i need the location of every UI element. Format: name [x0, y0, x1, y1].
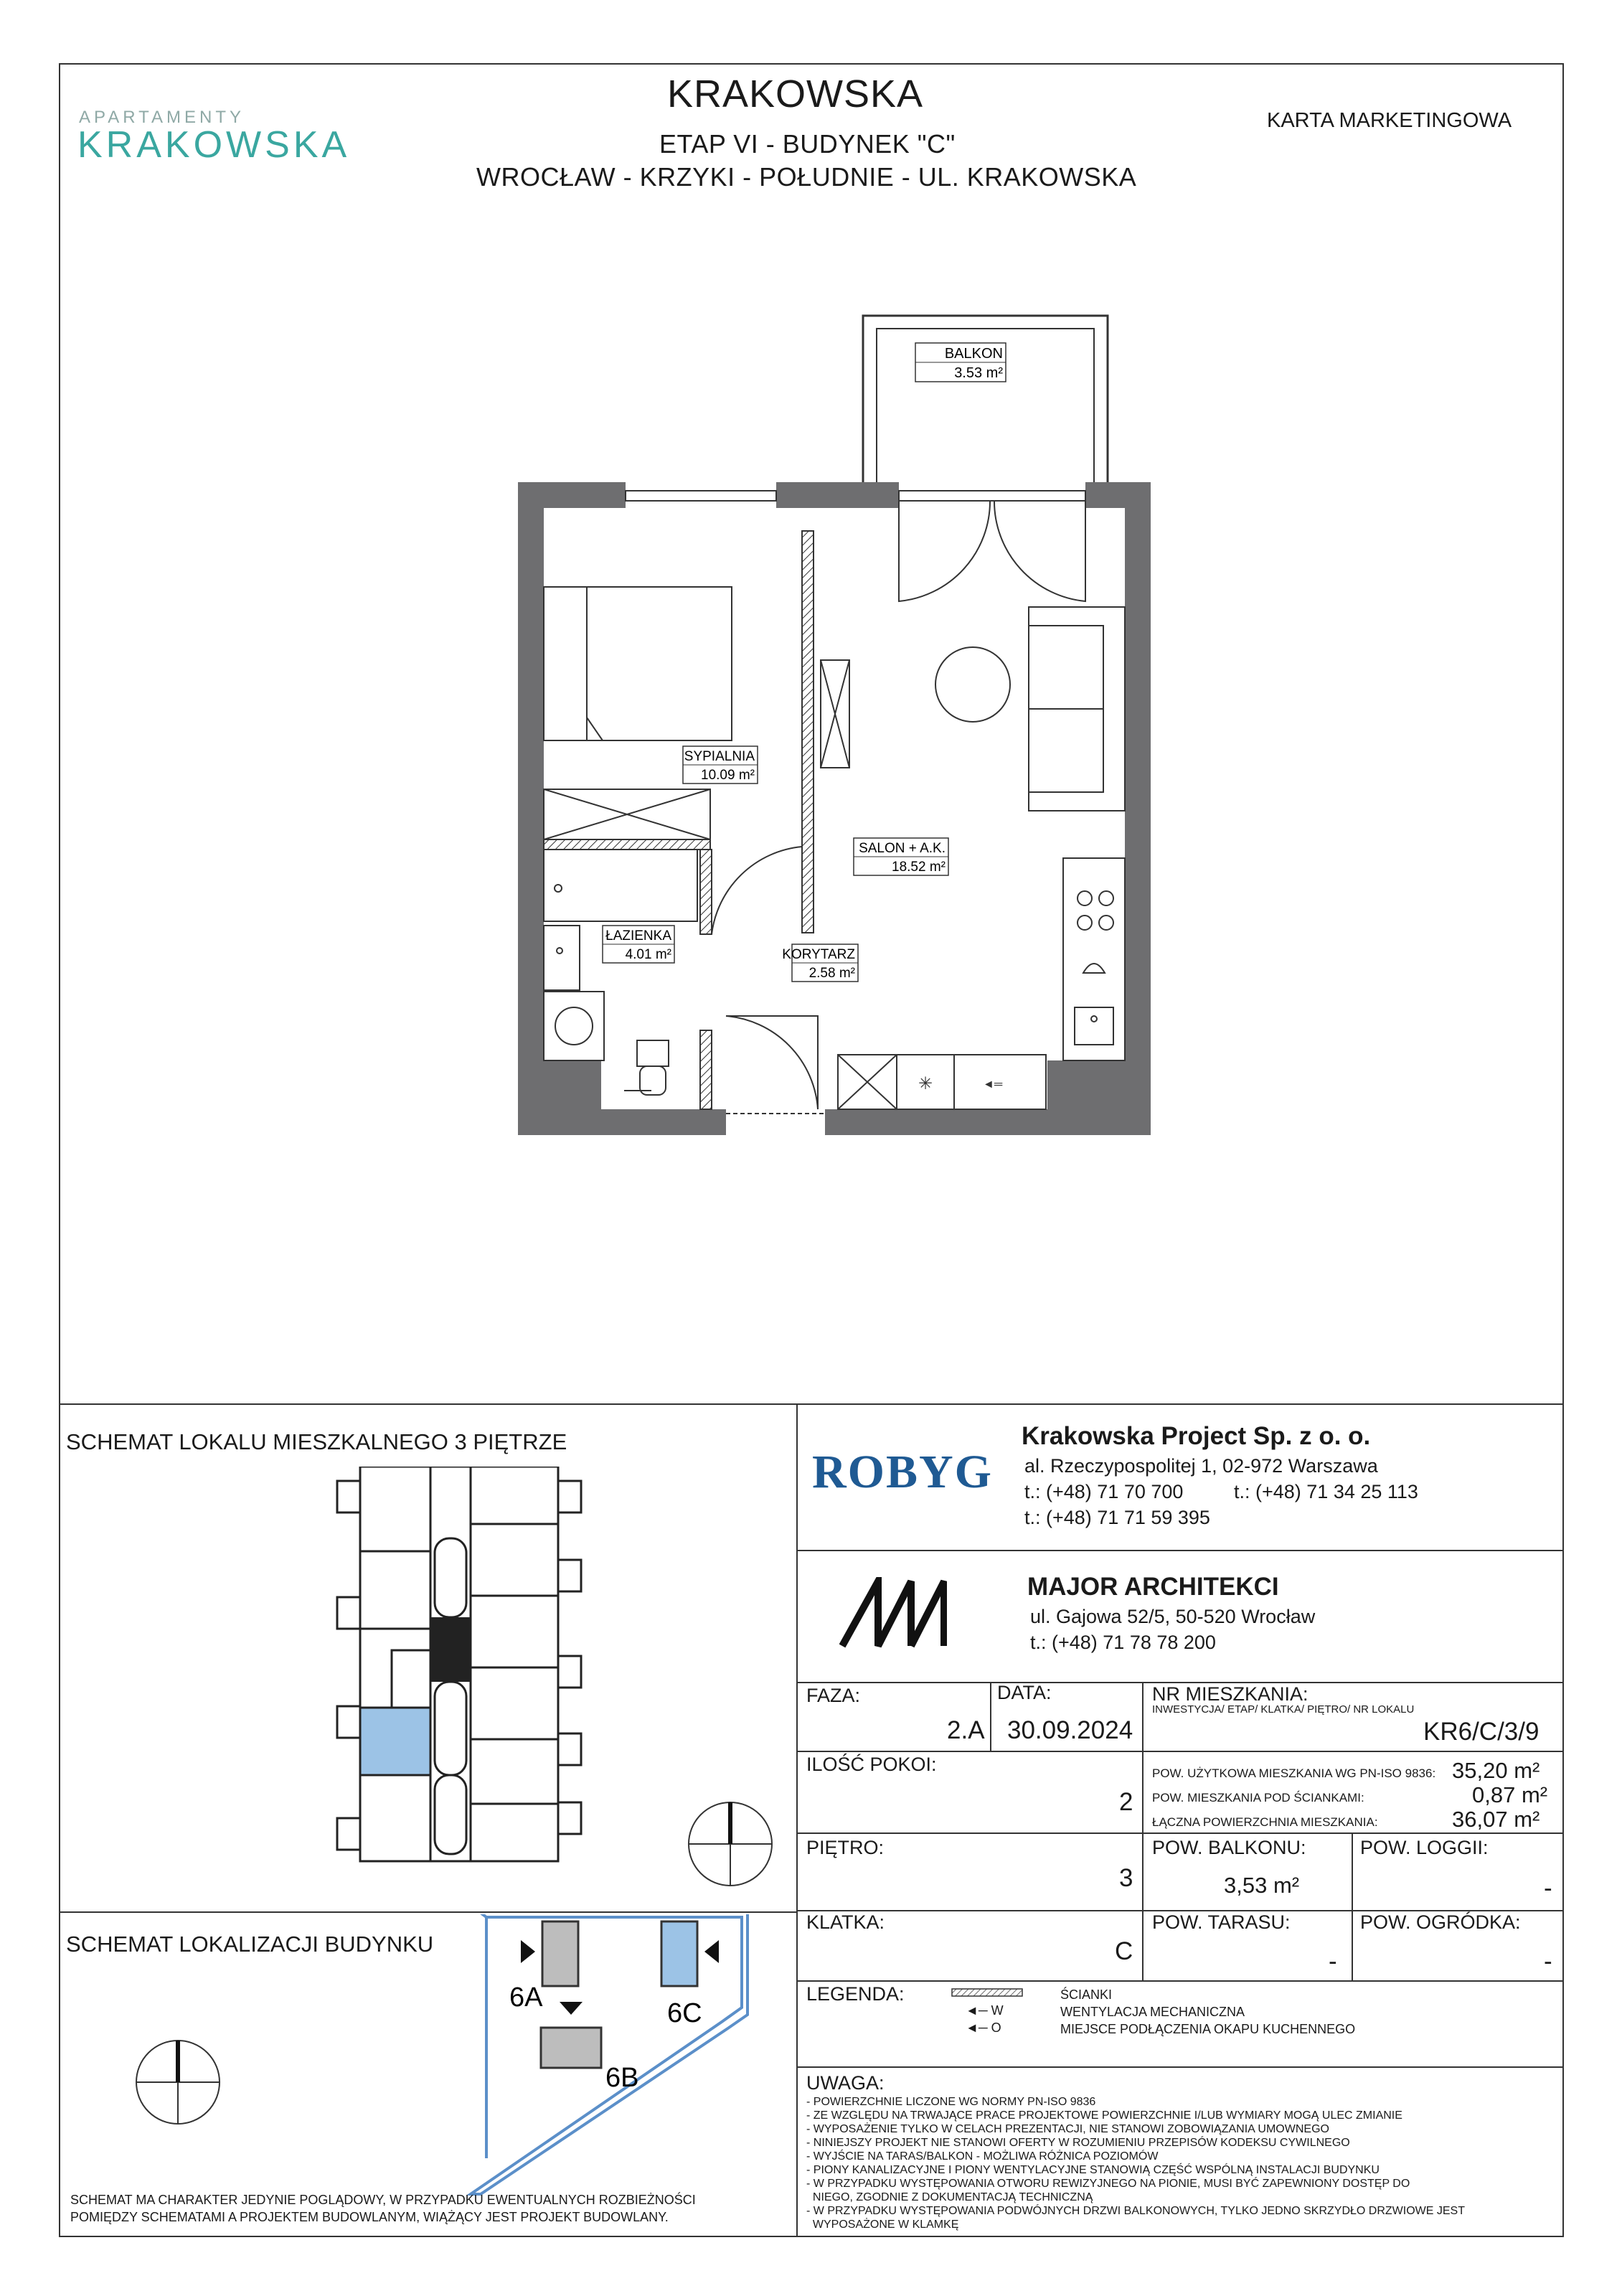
- pow-laczna-label: ŁĄCZNA POWIERZCHNIA MIESZKANIA:: [1152, 1815, 1378, 1829]
- svg-text:6B: 6B: [605, 2063, 639, 2093]
- developer-phone2: t.: (+48) 71 34 25 113: [1234, 1481, 1418, 1502]
- divider-vertical: [796, 1403, 798, 2237]
- nr-value: KR6/C/3/9: [1423, 1718, 1540, 1746]
- divider-main: [59, 1403, 1564, 1405]
- location-compass-icon: [133, 2038, 222, 2127]
- schematic-compass-icon: [686, 1799, 775, 1888]
- taras-value: -: [1329, 1947, 1337, 1975]
- divider-data: [1142, 1682, 1144, 1751]
- note-line: WYPOSAŻONE W KLAMKĘ: [806, 2219, 959, 2231]
- page-subtitle: ETAP VI - BUDYNEK "C": [659, 129, 956, 159]
- outer-walls: [518, 482, 1151, 1135]
- divider-faza: [990, 1682, 991, 1751]
- svg-text:◄═: ◄═: [983, 1078, 1003, 1091]
- legend-item-vent: WENTYLACJA MECHANICZNA: [1060, 2005, 1245, 2019]
- svg-text:4.01 m²: 4.01 m²: [625, 947, 671, 962]
- legend-vent-icon: [966, 2003, 1004, 2018]
- legend-hood-arrow-icon: ◄─: [966, 2020, 988, 2035]
- logo-small-text: APARTAMENTY: [79, 108, 245, 127]
- pow-uzytkowa-value: 35,20 m²: [1452, 1758, 1540, 1783]
- partitions: [544, 531, 814, 1109]
- svg-text:3.53 m²: 3.53 m²: [954, 365, 1003, 381]
- svg-text:18.52 m²: 18.52 m²: [892, 860, 946, 875]
- pietro-value: 3: [1119, 1864, 1133, 1892]
- pow-scianki-value: 0,87 m²: [1472, 1782, 1548, 1807]
- developer-address: al. Rzeczypospolitej 1, 02-972 Warszawa: [1024, 1455, 1378, 1477]
- data-label: DATA:: [997, 1682, 1052, 1703]
- pokoi-label: ILOŚĆ POKOI:: [806, 1754, 937, 1775]
- notes-label: UWAGA:: [806, 2072, 885, 2094]
- building-map: [459, 1914, 775, 2201]
- faza-label: FAZA:: [806, 1685, 861, 1706]
- ogrodek-value: -: [1544, 1947, 1552, 1975]
- svg-text:10.09 m²: 10.09 m²: [701, 768, 755, 783]
- floor-schematic-title: SCHEMAT LOKALU MIESZKALNEGO 3 PIĘTRZE: [66, 1429, 567, 1454]
- divider-row2: [796, 1832, 1564, 1834]
- room-label-lazienka: [603, 926, 674, 963]
- note-line: - W PRZYPADKU WYSTĘPOWANIA OTWORU REWIZYJNEGO NA PIONIE, MUSI BYĆ ZAPEWNIONY DOSTĘP DO: [806, 2178, 1410, 2190]
- svg-text:KORYTARZ: KORYTARZ: [782, 947, 855, 962]
- divider-loggia: [1352, 1832, 1353, 1980]
- note-line: - WYJŚCIE NA TARAS/BALKON - MOŻLIWA RÓŻNICA POZIOMÓW: [806, 2150, 1159, 2163]
- pokoi-value: 2: [1119, 1788, 1133, 1816]
- divider-pokoi: [1142, 1751, 1144, 1832]
- pietro-label: PIĘTRO:: [806, 1837, 885, 1858]
- pow-scianki-label: POW. MIESZKANIA POD ŚCIANKAMI:: [1152, 1791, 1364, 1805]
- disclaimer-line2: POMIĘDZY SCHEMATAMI A PROJEKTEM BUDOWLANYM, WIĄŻĄCY JEST PROJEKT BUDOWLANY.: [70, 2210, 669, 2224]
- faza-value: 2.A: [947, 1716, 985, 1744]
- legend-vent-arrow-icon: ◄─: [966, 2003, 988, 2018]
- bed: [544, 587, 732, 740]
- nr-sublabel: INWESTYCJA/ ETAP/ KLATKA/ PIĘTRO/ NR LOKALU: [1152, 1703, 1415, 1716]
- note-line: - PIONY KANALIZACYJNE I PIONY WENTYLACYJNE STANOWIĄ CZĘŚĆ WSPÓLNĄ INSTALACJI BUDYNKU: [806, 2164, 1380, 2176]
- developer-name: Krakowska Project Sp. z o. o.: [1022, 1422, 1371, 1450]
- svg-text:✳: ✳: [918, 1074, 933, 1093]
- svg-text:SALON + A.K.: SALON + A.K.: [859, 841, 946, 856]
- developer-phone3: t.: (+48) 71 71 59 395: [1024, 1507, 1210, 1528]
- klatka-value: C: [1115, 1937, 1133, 1965]
- legend-item-walls: ŚCIANKI: [1060, 1987, 1113, 2002]
- divider-robyg: [796, 1550, 1564, 1551]
- pow-uzytkowa-label: POW. UŻYTKOWA MIESZKANIA WG PN-ISO 9836:: [1152, 1766, 1436, 1780]
- bathroom-fixtures: [544, 850, 697, 1095]
- ogrodek-label: POW. OGRÓDKA:: [1360, 1911, 1521, 1933]
- room-label-sypialnia: [683, 746, 758, 784]
- legend-wall-icon: [951, 1987, 1023, 1999]
- note-line: - NINIEJSZY PROJEKT NIE STANOWI OFERTY W ROZUMIENIU PRZEPISÓW KODEKSU CYWILNEGO: [806, 2137, 1350, 2149]
- major-logo-icon: [839, 1577, 947, 1649]
- svg-text:SYPIALNIA: SYPIALNIA: [684, 749, 755, 764]
- architect-phone: t.: (+48) 71 78 78 200: [1030, 1632, 1216, 1653]
- room-label-balkon: [915, 343, 1006, 382]
- svg-text:2.58 m²: 2.58 m²: [808, 966, 855, 981]
- taras-label: POW. TARASU:: [1152, 1911, 1291, 1933]
- logo-text: KRAKOWSKA: [77, 124, 351, 166]
- pow-laczna-value: 36,07 m²: [1452, 1807, 1540, 1832]
- room-label-salon: [854, 838, 948, 875]
- loggia-label: POW. LOGGII:: [1360, 1837, 1489, 1858]
- loggia-value: -: [1544, 1874, 1552, 1902]
- data-value: 30.09.2024: [1007, 1716, 1133, 1744]
- svg-text:ŁAZIENKA: ŁAZIENKA: [605, 928, 671, 944]
- note-line: - POWIERZCHNIE LICZONE WG NORMY PN-ISO 9836: [806, 2096, 1096, 2108]
- legend-vent-symbol: W: [991, 2003, 1004, 2018]
- divider-row1: [796, 1751, 1564, 1752]
- legend-item-hood: MIEJSCE PODŁĄCZENIA OKAPU KUCHENNEGO: [1060, 2022, 1356, 2036]
- divider-row5: [796, 2066, 1564, 2068]
- disclaimer-line1: SCHEMAT MA CHARAKTER JEDYNIE POGLĄDOWY, W PRZYPADKU EWENTUALNYCH ROZBIEŻNOŚCI: [70, 2193, 696, 2207]
- page-location: WROCŁAW - KRZYKI - POŁUDNIE - UL. KRAKOWSKA: [476, 162, 1137, 192]
- notes-list: [806, 2095, 1560, 2231]
- note-line: - W PRZYPADKU WYSTĘPOWANIA PODWÓJNYCH DRZWI BALKONOWYCH, TYLKO JEDNO SKRZYDŁO DRZWIOWE JEST: [806, 2205, 1465, 2217]
- wardrobe: [544, 789, 710, 839]
- balkon-label: POW. BALKONU:: [1152, 1837, 1306, 1858]
- building-schematic-title: SCHEMAT LOKALIZACJI BUDYNKU: [66, 1932, 434, 1957]
- page-title: KRAKOWSKA: [667, 72, 924, 116]
- klatka-label: KLATKA:: [806, 1911, 885, 1933]
- legend-hood-symbol: O: [991, 2020, 1001, 2035]
- svg-text:6C: 6C: [667, 1998, 702, 2028]
- divider-row4: [796, 1980, 1564, 1982]
- svg-text:BALKON: BALKON: [944, 346, 1003, 362]
- balkon-value: 3,53 m²: [1224, 1873, 1300, 1898]
- note-line: NIEGO, ZGODNIE Z DOKUMENTACJĄ TECHNICZNĄ: [806, 2191, 1093, 2203]
- architect-name: MAJOR ARCHITEKCI: [1027, 1573, 1279, 1601]
- legend-hood-icon: [966, 2020, 1001, 2036]
- note-line: - WYPOSAŻENIE TYLKO W CELACH PREZENTACJI, NIE STANOWI ZOBOWIĄZANIA UMOWNEGO: [806, 2123, 1329, 2135]
- card-type: KARTA MARKETINGOWA: [1267, 109, 1512, 132]
- architect-address: ul. Gajowa 52/5, 50-520 Wrocław: [1030, 1606, 1316, 1627]
- developer-phone1: t.: (+48) 71 70 700: [1024, 1481, 1184, 1502]
- note-line: - ZE WZGLĘDU NA TRWAJĄCE PRACE PROJEKTOWE POWIERZCHNIE I/LUB WYMIARY MOGĄ ULEC ZMIANIE: [806, 2109, 1402, 2122]
- floor-schematic: [330, 1467, 588, 1868]
- robyg-logo: ROBYG: [812, 1446, 994, 1498]
- divider-left-mid: [59, 1911, 796, 1913]
- nr-label: NR MIESZKANIA:: [1152, 1683, 1309, 1705]
- svg-text:6A: 6A: [509, 1982, 543, 2013]
- divider-pietro: [1142, 1832, 1144, 1980]
- room-label-korytarz: [782, 944, 858, 982]
- legend-label: LEGENDA:: [806, 1983, 905, 2005]
